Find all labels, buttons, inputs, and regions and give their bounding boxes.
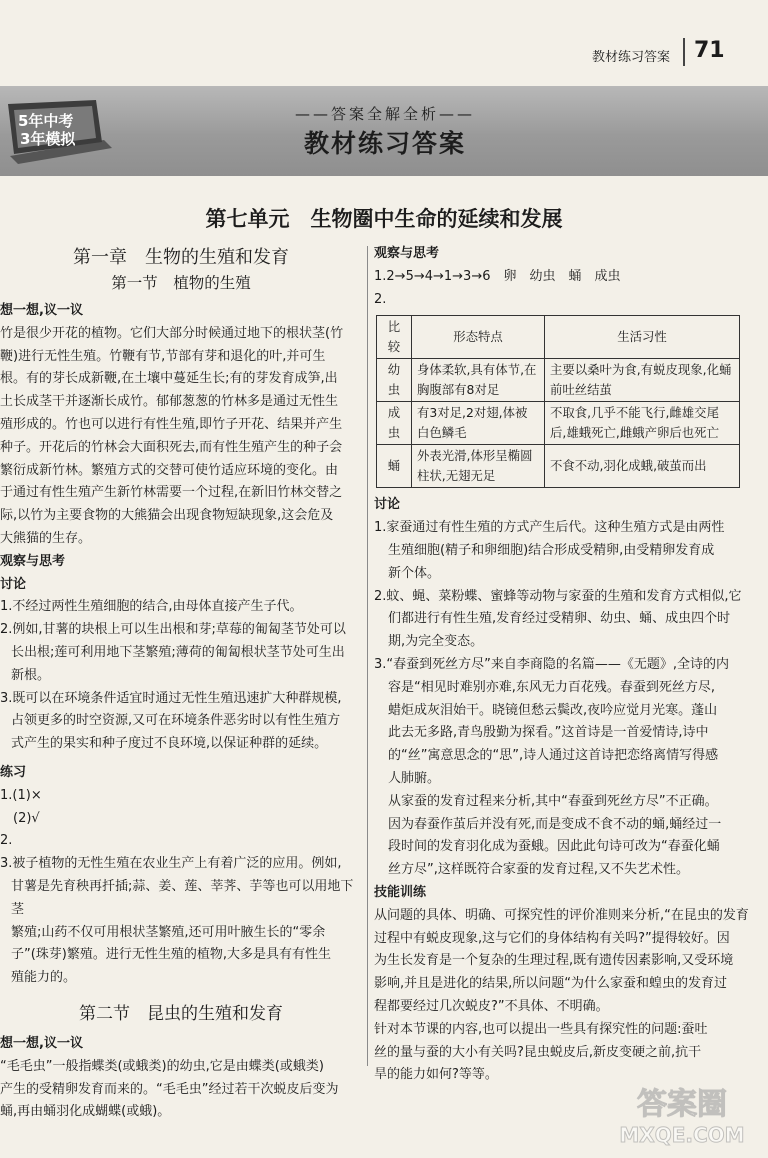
- think-paragraph: [0, 323, 362, 551]
- discuss-item: [0, 688, 362, 756]
- table-cell-stage: 蛹: [377, 445, 412, 488]
- text-line: 因为春蚕作茧后并没有死,而是变成不食不动的蛹,蛹经过一: [388, 816, 722, 832]
- text-line: 繁衍成新竹林。繁殖方式的交替可使竹适应环境的变化。由: [0, 462, 339, 478]
- watermark-line-1: 答案圈: [637, 1087, 727, 1122]
- text-line: 殖形成的。竹也可以进行有性生殖,即竹子开花、结果并产生: [0, 416, 343, 432]
- logo-line-1: 5年中考: [18, 112, 74, 130]
- practice-answer: 1.(1)×: [0, 787, 42, 803]
- section-title: 第一节 植物的生殖: [111, 274, 251, 292]
- discuss-item: [0, 596, 362, 619]
- table-cell-habit: 不取食,几乎不能飞行,雌雄交尾后,雄蛾死亡,雌蛾产卵后也死亡: [545, 402, 740, 445]
- text-line: 于通过有性生殖产生新竹林需要一个过程,在新旧竹林交替之: [0, 485, 343, 501]
- text-line: 大熊猫的生存。: [0, 530, 92, 546]
- table-cell-habit: 主要以桑叶为食,有蜕皮现象,化蛹前吐丝结茧: [545, 359, 740, 402]
- text-line: 3.被子植物的无性生殖在农业生产上有着广泛的应用。例如,: [0, 856, 342, 872]
- text-line: 程都要经过几次蜕皮?”不具体、不明确。: [374, 998, 609, 1014]
- text-line: 土长成茎干并逐渐长成竹。郁郁葱葱的竹林多是通过无性生: [0, 394, 339, 410]
- text-line: 为生长发育是一个复杂的生理过程,既有遗传因素影响,又受环境: [374, 953, 734, 969]
- table-header-cell: 比较: [377, 316, 412, 359]
- left-column: [0, 243, 362, 1124]
- observe-heading: 观察与思考: [0, 553, 66, 569]
- text-line: 们都进行有性生殖,发育经过受精卵、幼虫、蛹、成虫四个时: [388, 611, 731, 627]
- table-row: [377, 359, 740, 402]
- discuss-heading: 讨论: [0, 576, 27, 592]
- page-number: 71: [694, 38, 725, 63]
- skill-paragraph: [374, 905, 768, 1087]
- practice-answer: (2)√: [0, 810, 40, 826]
- skill-heading: 技能训练: [374, 884, 427, 900]
- text-line: “毛毛虫”一般指蝶类(或蛾类)的幼虫,它是由蝶类(或蛾类): [0, 1058, 324, 1074]
- think-paragraph: [0, 1056, 362, 1124]
- text-line: 种子。开花后的竹林会大面积死去,而有性生殖产生的种子会: [0, 439, 343, 455]
- text-line: 新根。: [11, 667, 51, 683]
- table-cell-form: 有3对足,2对翅,体被白色鳞毛: [412, 402, 545, 445]
- section-title: 第二节 昆虫的生殖和发育: [79, 1003, 283, 1024]
- right-column: [374, 243, 768, 1087]
- banner-subtitle: ——答案全解全析——: [294, 105, 475, 123]
- text-line: 甘薯是先育秧再扦插;蒜、姜、莲、莘荠、芋等也可以用地下茎: [11, 878, 354, 917]
- table-row: [377, 445, 740, 488]
- text-line: 长出根;莲可利用地下茎繁殖;薄荷的匍匐根状茎节处可生出: [11, 644, 345, 660]
- text-line: 3.“春蚕到死丝方尽”来自李商隐的名篇——《无题》,全诗的内: [374, 656, 730, 672]
- watermark-logo-icon: [602, 1080, 762, 1150]
- table-cell-form: 身体柔软,具有体节,在胸腹部有8对足: [412, 359, 545, 402]
- text-line: 人肺腑。: [388, 770, 441, 786]
- text-line: 针对本节课的内容,也可以提出一些具有探究性的问题:蚕吐: [374, 1021, 708, 1037]
- table-cell-stage: 幼虫: [377, 359, 412, 402]
- observe-item-2: 2.: [374, 291, 387, 307]
- discuss-item: [0, 619, 362, 687]
- text-line: 2.例如,甘薯的块根上可以生出根和芽;草莓的匍匐茎节处可以: [0, 622, 346, 638]
- silkworm-comparison-table: [376, 315, 740, 488]
- text-line: 1.家蚕通过有性生殖的方式产生后代。这种生殖方式是由两性: [374, 520, 725, 536]
- text-line: 此去无多路,青鸟殷勤为探看。”这首诗是一首爱情诗,诗中: [388, 725, 709, 741]
- table-cell-stage: 成虫: [377, 402, 412, 445]
- text-line: 产生的受精卵发育而来的。“毛毛虫”经过若干次蜕皮后变为: [0, 1081, 339, 1097]
- text-line: 蜡炬成灰泪始干。晓镜但愁云鬓改,夜吟应觉月光寒。蓬山: [388, 702, 718, 718]
- table-header-row: [377, 316, 740, 359]
- text-line: 期,为完全变态。: [388, 634, 484, 650]
- practice-item-3: [0, 853, 362, 990]
- running-title: 教材练习答案: [592, 50, 671, 65]
- text-line: 新个体。: [388, 565, 441, 581]
- text-line: 竹是很少开花的植物。它们大部分时候通过地下的根状茎(竹: [0, 325, 344, 341]
- text-line: 1.不经过两性生殖细胞的结合,由母体直接产生子代。: [0, 599, 303, 615]
- text-line: 鞭)进行无性生殖。竹鞭有节,节部有芽和退化的叶,并可生: [0, 348, 326, 364]
- logo-line-2: 3年模拟: [20, 130, 76, 148]
- table-header-cell: 形态特点: [412, 316, 545, 359]
- observe-item-1: 1.2→5→4→1→3→6 卵 幼虫 蛹 成虫: [374, 268, 621, 284]
- discuss-item: [374, 517, 768, 585]
- think-heading: 想一想,议一议: [0, 1035, 83, 1051]
- text-line: 3.既可以在环境条件适宜时通过无性生殖迅速扩大种群规模,: [0, 690, 342, 706]
- text-line: 2.蚊、蝇、菜粉蝶、蜜蜂等动物与家蚕的生殖和发育方式相似,它: [374, 588, 742, 604]
- text-line: 生殖细胞(精子和卵细胞)结合形成受精卵,由受精卵发育成: [388, 542, 715, 558]
- header-divider: [683, 38, 685, 66]
- text-line: 从家蚕的发育过程来分析,其中“春蚕到死丝方尽”不正确。: [388, 793, 718, 809]
- unit-title: 第七单元 生物圈中生命的延续和发展: [205, 207, 563, 231]
- table-cell-form: 外表光滑,体形呈椭圆柱状,无翅无足: [412, 445, 545, 488]
- text-line: 过程中有蜕皮现象,这与它们的身体结构有关吗?”提得较好。因: [374, 930, 730, 946]
- text-line: 旱的能力如何?等等。: [374, 1067, 498, 1083]
- text-line: 蛹,再由蛹羽化成蝴蝶(或蛾)。: [0, 1104, 171, 1120]
- book-logo-icon: [4, 96, 116, 166]
- text-line: 丝方尽”,这样既符合家蚕的发育过程,又不失艺术性。: [388, 862, 689, 878]
- text-line: 际,以竹为主要食物的大熊猫会出现食物短缺现象,这会危及: [0, 508, 334, 524]
- text-line: 式产生的果实和种子度过不良环境,以保证种群的延续。: [11, 736, 328, 752]
- think-heading: 想一想,议一议: [0, 303, 83, 318]
- text-line: 丝的量与蚕的大小有关吗?昆虫蜕皮后,新皮变硬之前,抗干: [374, 1044, 702, 1060]
- watermark-line-2: MXQE.COM: [619, 1123, 745, 1147]
- observe-heading: 观察与思考: [374, 246, 440, 261]
- text-line: 繁殖;山药不仅可用根状茎繁殖,还可用叶腋生长的“零余: [11, 924, 326, 940]
- text-line: 的“丝”寓意思念的“思”,诗人通过这首诗把恋络离情写得感: [388, 748, 719, 764]
- banner-title: 教材练习答案: [303, 129, 466, 158]
- discuss-heading: 讨论: [374, 497, 401, 513]
- discuss-item: [374, 654, 768, 882]
- practice-answer: 2.: [0, 833, 13, 849]
- table-header-cell: 生活习性: [545, 316, 740, 359]
- practice-heading: 练习: [0, 764, 27, 780]
- text-line: 子”(珠芽)繁殖。进行无性生殖的植物,大多是具有有性生: [11, 947, 332, 963]
- text-line: 从问题的具体、明确、可探究性的评价准则来分析,“在昆虫的发育: [374, 907, 749, 923]
- discuss-item: [374, 586, 768, 654]
- text-line: 根。有的芽长成新鞭,在土壤中蔓延生长;有的芽发育成笋,出: [0, 371, 338, 387]
- table-row: [377, 402, 740, 445]
- chapter-title: 第一章 生物的生殖和发育: [73, 247, 289, 268]
- text-line: 影响,并且是进化的结果,所以问题“为什么家蚕和蝗虫的发育过: [374, 976, 727, 992]
- column-divider: [367, 246, 368, 1066]
- text-line: 段时间的发育羽化成为蚕蛾。因此此句诗可改为“春蚕化蛹: [388, 839, 720, 855]
- text-line: 占领更多的时空资源,又可在环境条件恶劣时以有性生殖方: [11, 713, 341, 729]
- text-line: 容是“相见时难别亦难,东风无力百花残。春蚕到死丝方尽,: [388, 679, 715, 695]
- table-cell-habit: 不食不动,羽化成蛾,破茧而出: [545, 445, 740, 488]
- text-line: 殖能力的。: [11, 970, 77, 986]
